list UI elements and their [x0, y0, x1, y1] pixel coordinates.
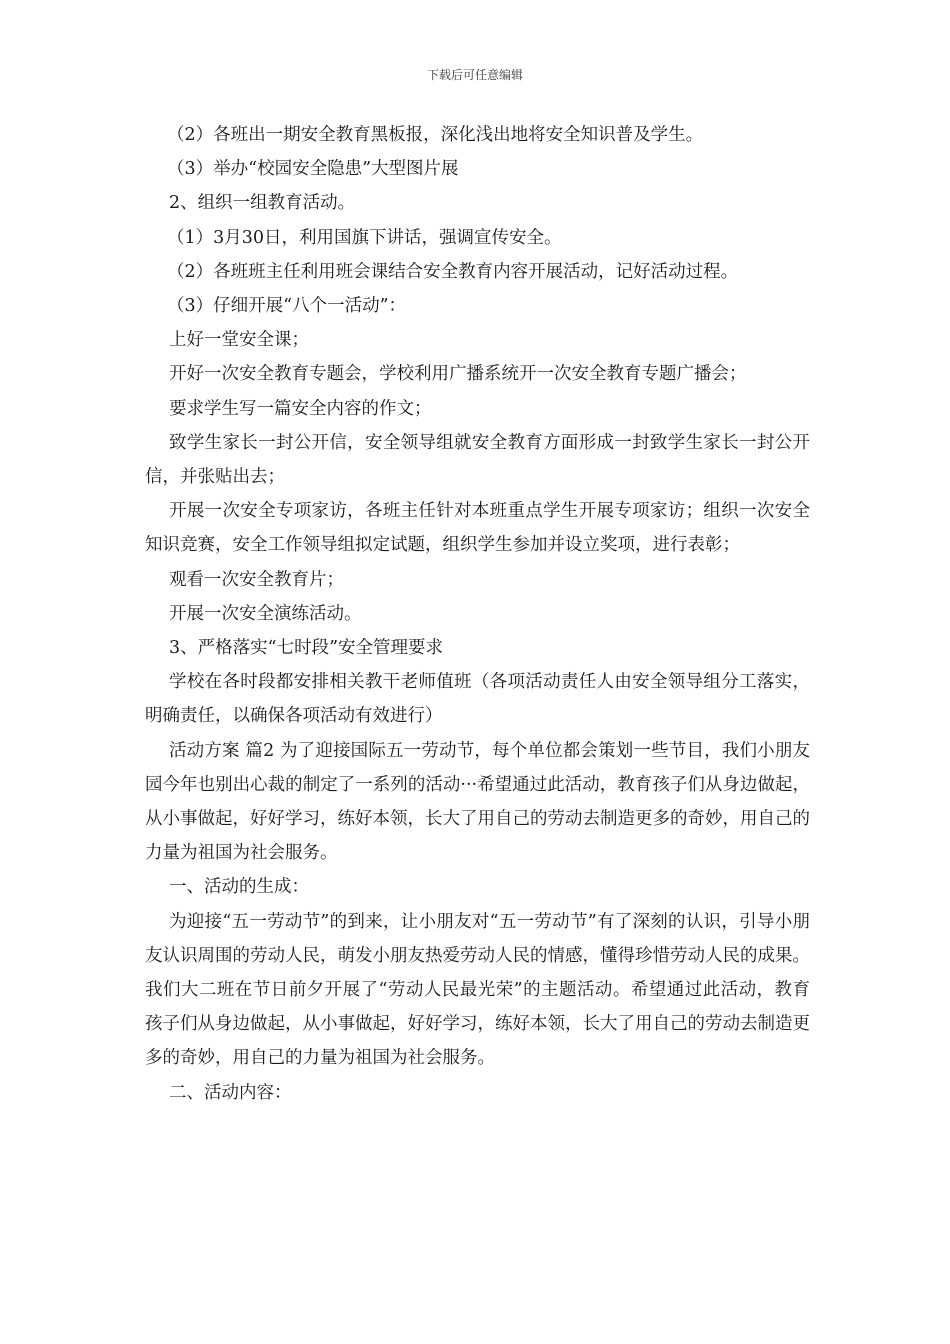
paragraph: 致学生家长一封公开信，安全领导组就安全教育方面形成一封致学生家长一封公开信，并张贴出去； — [145, 432, 810, 488]
page-header: 下载后可任意编辑 — [426, 68, 523, 82]
paragraph: 观看一次安全教育片； — [169, 569, 344, 590]
paragraph: 上好一堂安全课； — [169, 330, 309, 351]
paragraph: （3）举办“校园安全隐患”大型图片展 — [167, 159, 459, 180]
section-heading: 二、活动内容： — [169, 1082, 292, 1103]
paragraph: 开好一次安全教育专题会，学校利用广播系统开一次安全教育专题广播会； — [169, 364, 747, 385]
paragraph: 开展一次安全演练活动。 — [169, 603, 362, 624]
paragraph: （2）各班出一期安全教育黑板报，深化浅出地将安全知识普及学生。 — [167, 125, 704, 145]
paragraph: 为迎接“五一劳动节”的到来，让小朋友对“五一劳动节”有了深刻的认识，引导小朋友认识周围的劳动人民，萌发小朋友热爱劳动人民的情感，懂得珍惜劳动人民的成果。我们大二班在节日前夕开展了“劳动人民最光荣”的主题活动。希望通过此活动，教育孩子们从身边做起，从小事做起，好好学习，练好本领，长大了用自己的劳动去制造更多的奇妙，用自己的力量为祖国为社会服务。 — [145, 911, 810, 1069]
paragraph: （2）各班班主任利用班会课结合安全教育内容开展活动，记好活动过程。 — [167, 261, 739, 282]
paragraph: 学校在各时段都安排相关教干老师值班（各项活动责任人由安全领导组分工落实，明确责任，以确保各项活动有效进行） — [145, 672, 810, 727]
paragraph: 活动方案 篇2 为了迎接国际五一劳动节，每个单位都会策划一些节目，我们小朋友园今年也别出心裁的制定了一系列的活动···希望通过此活动，教育孩子们从身边做起，从小事做起，好好学习，练好本领，长大了用自己的劳动去制造更多的奇妙，用自己的力量为祖国为社会服务。 — [145, 740, 810, 864]
paragraph: （3）仔细开展“八个一活动”： — [167, 296, 407, 317]
document-body — [145, 118, 810, 1110]
paragraph: 要求学生写一篇安全内容的作文； — [169, 398, 432, 419]
paragraph: 开展一次安全专项家访，各班主任针对本班重点学生开展专项家访；组织一次安全知识竞赛，安全工作领导组拟定试题，组织学生参加并设立奖项，进行表彰； — [145, 501, 810, 556]
paragraph: （1）3月30日，利用国旗下讲话，强调宣传安全。 — [167, 227, 562, 248]
section-heading: 3、严格落实“七时段”安全管理要求 — [169, 638, 444, 659]
section-heading: 一、活动的生成： — [169, 877, 309, 898]
section-heading: 2、组织一组教育活动。 — [169, 193, 356, 214]
